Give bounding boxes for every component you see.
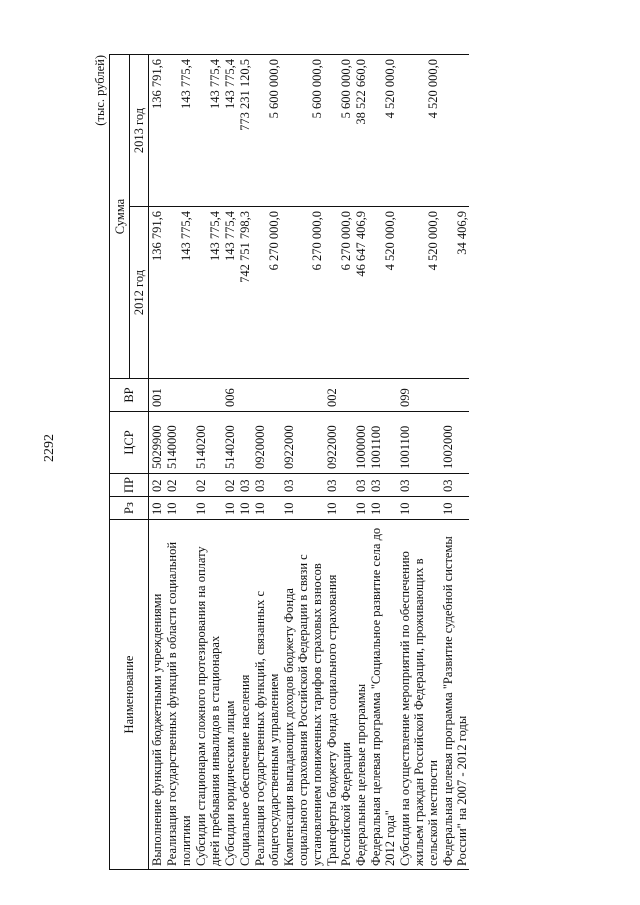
row-2013-cell: 5 600 000,0 xyxy=(324,55,353,207)
row-2012-cell: 6 270 000,0 xyxy=(252,207,281,379)
row-vr-cell xyxy=(353,379,368,412)
row-pr-cell: 03 xyxy=(440,474,469,497)
table-body xyxy=(149,55,470,870)
row-csr-cell: 1000000 xyxy=(353,412,368,474)
row-pr-cell: 03 xyxy=(324,474,353,497)
row-name-cell: Реализация государственных функций, связанных с общегосударственным управлением xyxy=(252,520,281,870)
table-row xyxy=(324,55,353,870)
row-name-cell: Трансферты бюджету Фонда социального страхования Российской Федерации xyxy=(324,520,353,870)
table-row xyxy=(368,55,397,870)
row-2012-cell: 143 775,4 xyxy=(193,207,222,379)
row-2012-cell: 46 647 406,9 xyxy=(353,207,368,379)
row-csr-cell: 1002000 xyxy=(440,412,469,474)
row-2013-cell: 5 600 000,0 xyxy=(281,55,324,207)
page-number: 2292 xyxy=(42,434,57,462)
table-row xyxy=(397,55,440,870)
table-row xyxy=(237,55,252,870)
row-2012-cell: 4 520 000,0 xyxy=(397,207,440,379)
row-csr-cell: 5140200 xyxy=(193,412,222,474)
row-vr-cell xyxy=(368,379,397,412)
row-rz-cell: 10 xyxy=(222,497,237,520)
table-row xyxy=(164,55,193,870)
row-pr-cell: 03 xyxy=(397,474,440,497)
row-2012-cell: 34 406,9 xyxy=(440,207,469,379)
row-2013-cell xyxy=(440,55,469,207)
row-rz-cell: 10 xyxy=(368,497,397,520)
units-note: (тыс. рублей) xyxy=(93,55,107,126)
row-pr-cell: 02 xyxy=(193,474,222,497)
row-name-cell: Реализация государственных функций в области социальной политики xyxy=(164,520,193,870)
row-2013-cell: 4 520 000,0 xyxy=(368,55,397,207)
row-2013-cell: 143 775,4 xyxy=(222,55,237,207)
row-name-cell: Социальное обеспечение населения xyxy=(237,520,252,870)
row-name-cell: Субсидии юридическим лицам xyxy=(222,520,237,870)
row-name-cell: Выполнение функций бюджетными учреждениями xyxy=(149,520,165,870)
row-csr-cell: 1001100 xyxy=(397,412,440,474)
row-name-cell: Субсидии стационарам сложного протезирования на оплату дней пребывания инвалидов в стационарах xyxy=(193,520,222,870)
row-rz-cell: 10 xyxy=(237,497,252,520)
row-rz-cell: 10 xyxy=(353,497,368,520)
header-name: Наименование xyxy=(110,520,149,870)
row-rz-cell: 10 xyxy=(164,497,193,520)
rotated-page xyxy=(92,55,617,870)
row-pr-cell: 03 xyxy=(368,474,397,497)
header-2013: 2013 год xyxy=(130,55,149,207)
row-2012-cell: 6 270 000,0 xyxy=(281,207,324,379)
row-vr-cell: 006 xyxy=(222,379,237,412)
row-vr-cell xyxy=(193,379,222,412)
row-vr-cell: 002 xyxy=(324,379,353,412)
row-pr-cell: 03 xyxy=(281,474,324,497)
row-2013-cell: 136 791,6 xyxy=(149,55,165,207)
table-row xyxy=(252,55,281,870)
header-vr: ВР xyxy=(110,379,149,412)
row-vr-cell xyxy=(237,379,252,412)
row-2013-cell: 143 775,4 xyxy=(164,55,193,207)
row-2013-cell: 4 520 000,0 xyxy=(397,55,440,207)
row-name-cell: Федеральная целевая программа "Социальное развитие села до 2012 года" xyxy=(368,520,397,870)
row-vr-cell xyxy=(440,379,469,412)
row-csr-cell: 0920000 xyxy=(252,412,281,474)
table-row xyxy=(281,55,324,870)
row-pr-cell: 03 xyxy=(237,474,252,497)
row-vr-cell xyxy=(281,379,324,412)
row-2012-cell: 4 520 000,0 xyxy=(368,207,397,379)
row-2012-cell: 136 791,6 xyxy=(149,207,165,379)
header-csr: ЦСР xyxy=(110,412,149,474)
table-row xyxy=(193,55,222,870)
header-2012: 2012 год xyxy=(130,207,149,379)
table-row xyxy=(440,55,469,870)
row-vr-cell: 001 xyxy=(149,379,165,412)
row-2013-cell: 773 231 120,5 xyxy=(237,55,252,207)
header-pr: ПР xyxy=(110,474,149,497)
row-rz-cell: 10 xyxy=(252,497,281,520)
row-pr-cell: 02 xyxy=(164,474,193,497)
row-pr-cell: 02 xyxy=(222,474,237,497)
row-2013-cell: 5 600 000,0 xyxy=(252,55,281,207)
row-2012-cell: 143 775,4 xyxy=(222,207,237,379)
header-sum: Сумма xyxy=(110,55,130,379)
row-name-cell: Компенсация выпадающих доходов бюджету Фонда социального страхования Российской Федерации в связи с установлением пониженных тарифов страховых взносов xyxy=(281,520,324,870)
row-2012-cell: 143 775,4 xyxy=(164,207,193,379)
row-rz-cell: 10 xyxy=(397,497,440,520)
row-vr-cell: 099 xyxy=(397,379,440,412)
row-pr-cell: 02 xyxy=(149,474,165,497)
row-2012-cell: 742 751 798,3 xyxy=(237,207,252,379)
row-vr-cell xyxy=(164,379,193,412)
row-csr-cell: 5029900 xyxy=(149,412,165,474)
row-csr-cell: 1001100 xyxy=(368,412,397,474)
row-vr-cell xyxy=(252,379,281,412)
budget-table xyxy=(109,54,469,870)
table-row xyxy=(222,55,237,870)
row-name-cell: Субсидии на осуществление мероприятий по обеспечению жильем граждан Российской Федерации, проживающих в сельской местности xyxy=(397,520,440,870)
row-csr-cell: 0922000 xyxy=(324,412,353,474)
row-rz-cell: 10 xyxy=(193,497,222,520)
row-pr-cell: 03 xyxy=(252,474,281,497)
row-csr-cell: 0922000 xyxy=(281,412,324,474)
table-row xyxy=(149,55,165,870)
row-csr-cell xyxy=(237,412,252,474)
row-rz-cell: 10 xyxy=(149,497,165,520)
row-csr-cell: 5140200 xyxy=(222,412,237,474)
row-rz-cell: 10 xyxy=(440,497,469,520)
row-csr-cell: 5140000 xyxy=(164,412,193,474)
row-2013-cell: 143 775,4 xyxy=(193,55,222,207)
header-rz: Рз xyxy=(110,497,149,520)
row-name-cell: Федеральные целевые программы xyxy=(353,520,368,870)
table-row xyxy=(353,55,368,870)
row-pr-cell: 03 xyxy=(353,474,368,497)
row-2012-cell: 6 270 000,0 xyxy=(324,207,353,379)
row-rz-cell: 10 xyxy=(281,497,324,520)
row-rz-cell: 10 xyxy=(324,497,353,520)
row-2013-cell: 38 522 660,0 xyxy=(353,55,368,207)
row-name-cell: Федеральная целевая программа "Развитие судебной системы России" на 2007 - 2012 годы xyxy=(440,520,469,870)
